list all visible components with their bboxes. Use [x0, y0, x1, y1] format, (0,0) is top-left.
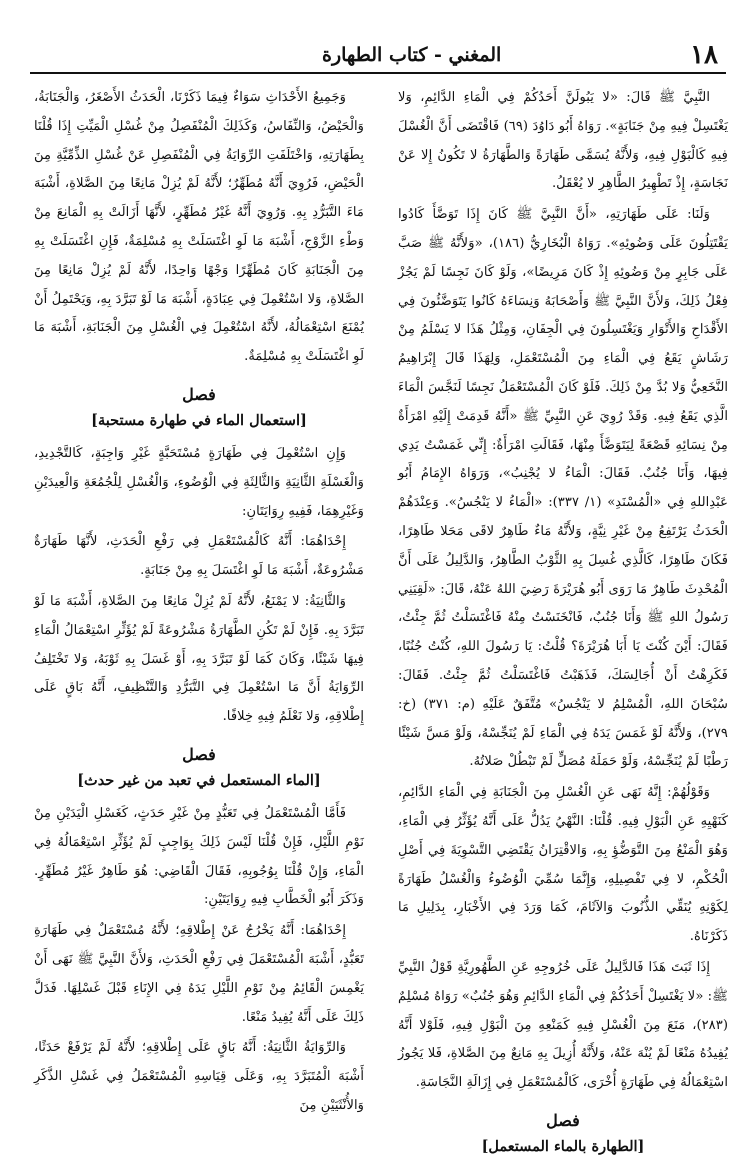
paragraph: إِحْدَاهُمَا: أَنَّهُ كَالْمُسْتَعْمَلِ فِي رَفْعِ الْحَدَثِ، لأَنَّهَا طَهَارَةٌ مَشْرُوعَةٌ، أَشْبَهَ مَا لَوِ اغْتَسَلَ بِهِ مِنْ جَنَابَةٍ. — [34, 534, 364, 579]
paragraph: إِحْدَاهُمَا: أَنَّهُ يَخْرُجُ عَنْ إِطْلاقِهِ؛ لأَنَّهُ مُسْتَعْمَلٌ فِي طَهَارَةِ تَعَبُّدٍ، أَشْبَهَ الْمُسْتَعْمَلَ فِي رَفْعِ الْحَدَثِ، وَلأَنَّ النَّبِيَّ ﷺ نَهَى أَنْ يَغْمِسَ الْقَائِمُ مِنْ نَوْمِ اللَّيْلِ يَدَهُ فِي الإِنَاءِ قَبْلَ غَسْلِهَا. فَدَلَّ ذَلِكَ عَلَى أَنَّهُ يُفِيدُ مَنْعًا. — [34, 923, 364, 1025]
right-column — [398, 84, 729, 1155]
paragraph: فَأَمَّا الْمُسْتَعْمَلُ فِي تَعَبُّدٍ مِنْ غَيْرِ حَدَثٍ، كَغَسْلِ الْيَدَيْنِ مِنْ نَوْمِ اللَّيْلِ، فَإِنْ قُلْنَا لَيْسَ ذَلِكَ بِوَاجِبٍ لَمْ يُؤَثِّرِ اسْتِعْمَالُهُ فِي الْمَاءِ، وَإِنْ قُلْنَا بِوُجُوبِهِ، فَقَالَ الْقَاضِي: هُوَ طَاهِرٌ غَيْرُ مُطَهِّرٍ. وَذَكَرَ أَبُو الْخَطَّابِ فِيهِ رِوَايَتَيْنِ: — [34, 805, 364, 908]
paragraph: وَإِنِ اسْتُعْمِلَ فِي طَهَارَةٍ مُسْتَحَبَّةٍ غَيْرِ وَاجِبَةٍ، كَالتَّجْدِيدِ، وَالْغَسْلَةِ الثَّانِيَةِ وَالثَّالِثَةِ فِي الْوُضُوءِ، وَالْغُسْلِ لِلْجُمُعَةِ وَالْعِيدَيْنِ وَغَيْرِهِمَا، فَفِيهِ رِوَايَتَانِ: — [34, 445, 364, 519]
section-heading: فصل — [182, 384, 216, 404]
left-column — [34, 84, 364, 1113]
paragraph: وَجَمِيعُ الأَحْدَاثِ سَوَاءٌ فِيمَا ذَكَرْنَا، الْحَدَثُ الأَصْغَرُ، وَالْجَنَابَةُ، وَالْحَيْضُ، وَالنِّفَاسُ، وَكَذَلِكَ الْمُنْفَصِلُ مِنْ غُسْلِ الْمَيِّتِ إِذَا قُلْنَا بِطَهَارَتِهِ، وَاخْتَلَفَتِ الرِّوَايَةُ فِي الْمُنْفَصِلِ عَنْ غُسْلِ الذِّمِّيَّةِ مِنَ الْحَيْضِ، فَرُوِيَ أَنَّهُ مُطَهِّرٌ؛ لأَنَّهُ لَمْ يُزِلْ مَانِعًا مِنَ الصَّلاةِ، أَشْبَهَ مَاءَ التَّبَرُّدِ بِهِ. وَرُوِيَ أَنَّهُ غَيْرُ مُطَهِّرٍ، لأَنَّهَا أَزَالَتْ بِهِ الْمَانِعَ مِنْ وَطْءِ الزَّوْجِ، أَشْبَهَ مَا لَوِ اغْتَسَلَتْ بِهِ مُسْلِمَةٌ، فَإِنِ اغْتَسَلَتْ بِهِ مِنَ الْجَنَابَةِ كَانَ مُطَهِّرًا وَجْهًا وَاحِدًا، لأَنَّهُ لَمْ يُزِلْ مَانِعًا مِنَ الصَّلاةِ، وَلا اسْتُعْمِلَ فِي عِبَادَةٍ، أَشْبَهَ مَا لَوْ تَبَرَّدَ بِهِ، وَيَحْتَمِلُ أَنْ يُمْنَعَ اسْتِعْمَالُهُ، لأَنَّهُ اسْتُعْمِلَ فِي الْغُسْلِ مِنَ الْجَنَابَةِ، أَشْبَهَ مَا لَوِ اغْتَسَلَتْ بِهِ مُسْلِمَةٌ. — [34, 90, 364, 365]
paragraph: إِذَا ثَبَتَ هَذَا فَالدَّلِيلُ عَلَى خُرُوجِهِ عَنِ الطَّهُورِيَّةِ قَوْلُ النَّبِيِّ ﷺ: «لا يَغْتَسِلْ أَحَدُكُمْ فِي الْمَاءِ الدَّائِمِ وَهُوَ جُنُبٌ» رَوَاهُ مُسْلِمٌ (٢٨٣)، مَنَعَ مِنَ الْغُسْلِ فِيهِ كَمَنْعِهِ مِنَ الْبَوْلِ فِيهِ، فَلَوْلا أَنَّهُ يُفِيدُهُ مَنْعًا لَمْ يُنْهَ عَنْهُ، وَلأَنَّهُ أُزِيلَ بِهِ مَانِعٌ مِنَ الصَّلاةِ، فَلا يَجُوزُ اسْتِعْمَالُهُ فِي طَهَارَةٍ أُخْرَى، كَالْمُسْتَعْمَلِ فِي إِزَالَةِ النَّجَاسَةِ. — [398, 959, 728, 1091]
paragraph: وَالرِّوَايَةُ الثَّانِيَةُ: أَنَّهُ بَاقٍ عَلَى إِطْلاقِهِ؛ لأَنَّهُ لَمْ يَرْفَعْ حَدَثًا، أَشْبَهَ الْمُتَبَرَّدَ بِهِ، وَعَلَى قِيَاسِهِ الْمُسْتَعْمَلُ فِي غَسْلِ الذَّكَرِ وَالأُنْثَيَيْنِ مِنَ — [34, 1040, 364, 1113]
section-subheading: [استعمال الماء في طهارة مستحبة] — [91, 411, 307, 429]
section-heading: فصل — [182, 744, 216, 764]
page-header — [30, 38, 726, 74]
paragraph: وَلَنَا: عَلَى طَهَارَتِهِ، «أَنَّ النَّبِيَّ ﷺ كَانَ إِذَا تَوَضَّأَ كَادُوا يَقْتَتِلُونَ عَلَى وَضُوئِهِ». رَوَاهُ الْبُخَارِيُّ (١٨٦)، «وَلأَنَّهُ ﷺ صَبَّ عَلَى جَابِرٍ مِنْ وَضُوئِهِ إِذْ كَانَ مَرِيضًا»، وَلَوْ كَانَ نَجِسًا لَمْ يَجُزْ فِعْلُ ذَلِكَ، وَلأَنَّ النَّبِيَّ ﷺ وَأَصْحَابَهُ وَنِسَاءَهُ كَانُوا يَتَوَضَّئُونَ فِي الأَقْدَاحِ وَالأَتْوَارِ وَيَغْتَسِلُونَ فِي الْجِفَانِ، وَمِثْلُ هَذَا لا يَسْلَمُ مِنْ رَشَاشٍ يَقَعُ فِي الْمَاءِ مِنَ الْمُسْتَعْمَلِ، وَلِهَذَا قَالَ إِبْرَاهِيمُ النَّخَعِيُّ وَلا بُدَّ مِنْ ذَلِكَ. فَلَوْ كَانَ الْمُسْتَعْمَلُ نَجِسًا لَنَجَّسَ الْمَاءَ الَّذِي يَقَعُ فِيهِ. وَقَدْ رُوِيَ عَنِ النَّبِيِّ ﷺ «أَنَّهُ قَدِمَتْ إِلَيْهِ امْرَأَةٌ مِنْ نِسَائِهِ قَصْعَةً لِيَتَوَضَّأَ مِنْهَا، فَقَالَتِ امْرَأَةٌ: إِنِّي غَمَسْتُ يَدِي فِيهَا، وَأَنَا جُنُبٌ. فَقَالَ: الْمَاءُ لا يُجْنِبُ»، وَرَوَاهُ الإِمَامُ أَبُو عَبْدِاللهِ فِي «الْمُسْنَدِ» (١/ ٣٣٧): «الْمَاءُ لا يَنْجُسُ». وَعِنْدَهُمْ الْحَدَثُ يَرْتَفِعُ مِنْ غَيْرِ نِيَّةٍ، وَلأَنَّهُ مَاءٌ طَاهِرٌ لاقَى مَحَلا طَاهِرًا، فَكَانَ طَاهِرًا، كَالَّذِي غُسِلَ بِهِ الثَّوْبُ الطَّاهِرُ، وَالدَّلِيلُ عَلَى أَنَّ الْمُحْدِثَ طَاهِرٌ مَا رَوَى أَبُو هُرَيْرَةَ رَضِيَ اللهُ عَنْهُ، قَالَ: «لَقِيَنِي رَسُولُ اللهِ ﷺ وَأَنَا جُنُبٌ، فَانْخَنَسْتُ مِنْهُ فَاغْتَسَلْتُ ثُمَّ جِئْتُ، فَقَالَ: أَيْنَ كُنْتَ يَا أَبَا هُرَيْرَةَ؟ قُلْتُ: يَا رَسُولَ اللهِ، كُنْتُ جُنُبًا، فَكَرِهْتُ أَنْ أُجَالِسَكَ، فَذَهَبْتُ فَاغْتَسَلْتُ ثُمَّ جِئْتُ. فَقَالَ: سُبْحَانَ اللهِ، الْمُسْلِمُ لا يَنْجُسُ» مُتَّفَقٌ عَلَيْهِ (م: ٣٧١) (خ: ٢٧٩)، وَلأَنَّهُ لَوْ غَمَسَ يَدَهُ فِي الْمَاءِ لَمْ يُنَجِّسْهُ، وَلَوْ مَسَّ شَيْئًا رَطْبًا لَمْ يُنَجِّسْهُ، وَلَوْ حَمَلَهُ مُصَلٍّ لَمْ تَبْطُلْ صَلاتُهُ. — [398, 207, 729, 770]
page-number: ١٨ — [690, 40, 718, 70]
paragraph: وَقَوْلُهُمْ: إِنَّهُ نَهَى عَنِ الْغُسْلِ مِنَ الْجَنَابَةِ فِي الْمَاءِ الدَّائِمِ، كَنَهْيِهِ عَنِ الْبَوْلِ فِيهِ. قُلْنَا: النَّهْيُ يَدُلُّ عَلَى أَنَّهُ يُؤَثِّرُ فِي الْمَاءِ، وَهُوَ الْمَنْعُ مِنَ التَّوَضُّؤِ بِهِ، وَالاقْتِرَانُ يَقْتَضِي التَّسْوِيَةَ فِي أَصْلِ الْحُكْمِ، لا فِي تَفْصِيلِهِ، وَإِنَّمَا سُمِّيَ الْوُضُوءُ وَالْغُسْلُ طَهَارَةً لِكَوْنِهِ يُنَقِّي الذُّنُوبَ وَالآثَامَ، كَمَا وَرَدَ فِي الأَخْبَارِ، بِدَلِيلِ مَا ذَكَرْنَاهُ. — [398, 785, 728, 945]
section-subheading: [الماء المستعمل في تعبد من غير حدث] — [77, 771, 321, 789]
section-heading: فصل — [546, 1110, 580, 1130]
paragraph: النَّبِيَّ ﷺ قَالَ: «لا يَبُولَنَّ أَحَدُكُمْ فِي الْمَاءِ الدَّائِمِ، وَلا يَغْتَسِلْ فِيهِ مِنْ جَنَابَةٍ». رَوَاهُ أَبُو دَاوُدَ (٦٩) فَاقْتَضَى أَنَّ الْغُسْلَ فِيهِ كَالْبَوْلِ فِيهِ، وَلأَنَّهُ يُسَمَّى طَهَارَةً وَالطَّهَارَةُ لا تَكُونُ إِلا عَنْ نَجَاسَةٍ، إِذْ تَطْهِيرُ الطَّاهِرِ لا يُعْقَلُ. — [398, 90, 728, 192]
section-subheading: [الطهارة بالماء المستعمل] — [481, 1137, 645, 1155]
running-title: المغني - كتاب الطهارة — [322, 44, 502, 66]
paragraph: وَالثَّانِيَةُ: لا يَمْنَعُ، لأَنَّهُ لَمْ يُزِلْ مَانِعًا مِنَ الصَّلاةِ، أَشْبَهَ مَا لَوْ تَبَرَّدَ بِهِ. فَإِنْ لَمْ تَكُنِ الطَّهَارَةُ مَشْرُوعَةً لَمْ يُؤَثِّرِ اسْتِعْمَالُ الْمَاءِ فِيهَا شَيْئًا، وَكَانَ كَمَا لَوْ تَبَرَّدَ بِهِ، أَوْ غَسَلَ بِهِ ثَوْبَهُ، وَلا تَخْتَلِفُ الرِّوَايَةُ أَنَّ مَا اسْتُعْمِلَ فِي التَّبَرُّدِ وَالتَّنْظِيفِ، أَنَّهُ بَاقٍ عَلَى إِطْلاقِهِ، وَلا نَعْلَمُ فِيهِ خِلافًا. — [34, 593, 364, 725]
